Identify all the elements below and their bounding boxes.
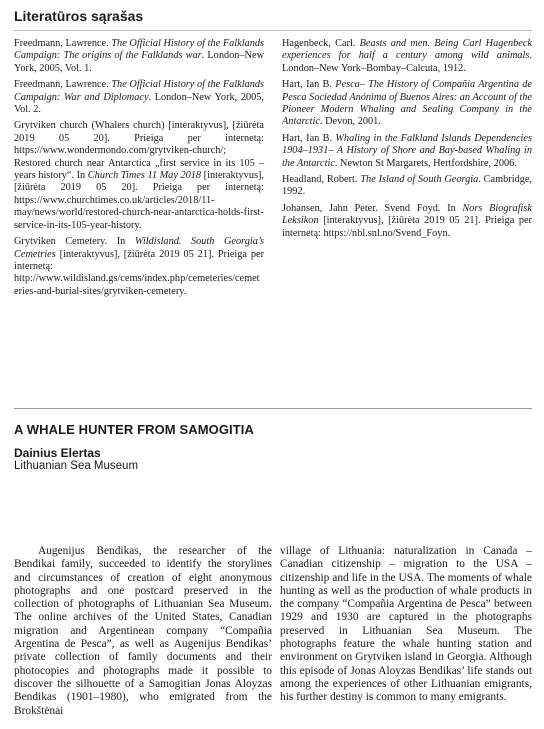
- reference-item: Hart, Ian B. Whaling in the Falkland Islands Dependencies 1904–1931– A History of Shore and Bay-based Whaling in the Antarctic. Newton St Margarets, Hertfordshire, 2006.: [282, 132, 532, 169]
- references-heading: Literatūros sąrašas: [14, 8, 144, 24]
- references-right-column: [282, 38, 532, 244]
- reference-item: Grytviken Cemetery. In Wildisland. South Georgia’s Cemetries [interaktyvus], [žiūrėta 2019 05 21]. Prieiga per internetą: http://www.wildisland.gs/cems/index.php/cemeteries/cemeteries-and-burial-sites/grytviken-cemetery.: [14, 236, 264, 297]
- top-divider: [14, 30, 532, 31]
- author-affiliation: Lithuanian Sea Museum: [14, 460, 139, 472]
- reference-item: Johansen, Jahn Peter. Svend Foyd. In Nors Biografisk Leksikon [interaktyvus], [žiūrėta 2019 05 21]. Prieiga per internetą: https://nbl.snl.no/Svend_Foyn.: [282, 202, 533, 239]
- abstract-left-column: Augenijus Bendikas, the researcher of the Bendikai family, succeeded to identify the storylines and circumstances of creation of eight anonymous photographs and one postcard preserved in the collection of photographs of Lithuanian Sea Museum. The online archives of the United States, Canadian migration and Argentinean company “Compañia Argentina de Pesca”, as well as Augenijus Bendikas’ private collection of family documents and their photocopies and photographs made it possible to discover the silhouette of a Samogitian Jonas Aloyzas Bendikas (1901–1980), who emigrated from the Brokštėnai: [14, 545, 272, 717]
- reference-item: Hagenbeck, Carl. Beasts and men. Being Carl Hagenbeck experiences for half a century among wild animals. London–New York–Bombay–Calcuta, 1912.: [282, 38, 532, 74]
- reference-item: Hart, Ian B. Pesca– The History of Compañia Argentina de Pesca Sociedad Anónima of Buenos Aires: an Account of the Pioneer Modern Whaling and Sealing Company in the Antarctic. Devon, 2001.: [282, 79, 532, 128]
- reference-item: Grytviken church (Whalers church) [interaktyvus], [žiūrėta 2019 05 20]. Prieiga per internetą: https://www.wondermondo.com/grytviken-church/; Restored church near Antarctica „first service in its 105 – years history“. In Church Times 11 May 2018 [interaktyvus], [žiūrėta 2019 05 20]. Prieiga per internetą: https://www.churchtimes.co.uk/articles/2018/11-may/news/world/restored-church-near-antarctica-holds-first-service-in-its-105-year-history.: [14, 120, 264, 231]
- article-title: A WHALE HUNTER FROM SAMOGITIA: [14, 422, 255, 437]
- article-author: Dainius Elertas: [14, 446, 101, 460]
- references-left-column: [14, 38, 264, 302]
- reference-item: Freedmann, Lawrence. The Official History of the Falklands Campaign: War and Diplomacy. London–New York, 2005, Vol. 2.: [14, 79, 265, 116]
- section-divider: [14, 408, 532, 409]
- abstract-right-column: village of Lithuania: naturalization in Canada – Canadian citizenship – migration to the USA – citizenship and life in the USA. The moments of whale hunting as well as the production of whale products in the company “Compañia Argentina de Pesca” between 1929 and 1930 are captured in the photographs preserved in Lithuanian Sea Museum. The photographs feature the whale hunting station and environment on Grytviken island in Georgia. Although this episode of Jonas Aloyzas Bendikas’ life stands out among the experiences of other Lithuanian emigrants, his further destiny is common to many emigrants.: [280, 545, 532, 704]
- reference-item: Headland, Robert. The Island of South Georgia. Cambridge, 1992.: [282, 174, 533, 198]
- reference-item: Freedmann, Lawrence. The Official History of the Falklands Campaign: The origins of the Falklands war. London–New York, 2005, Vol. 1.: [14, 38, 265, 74]
